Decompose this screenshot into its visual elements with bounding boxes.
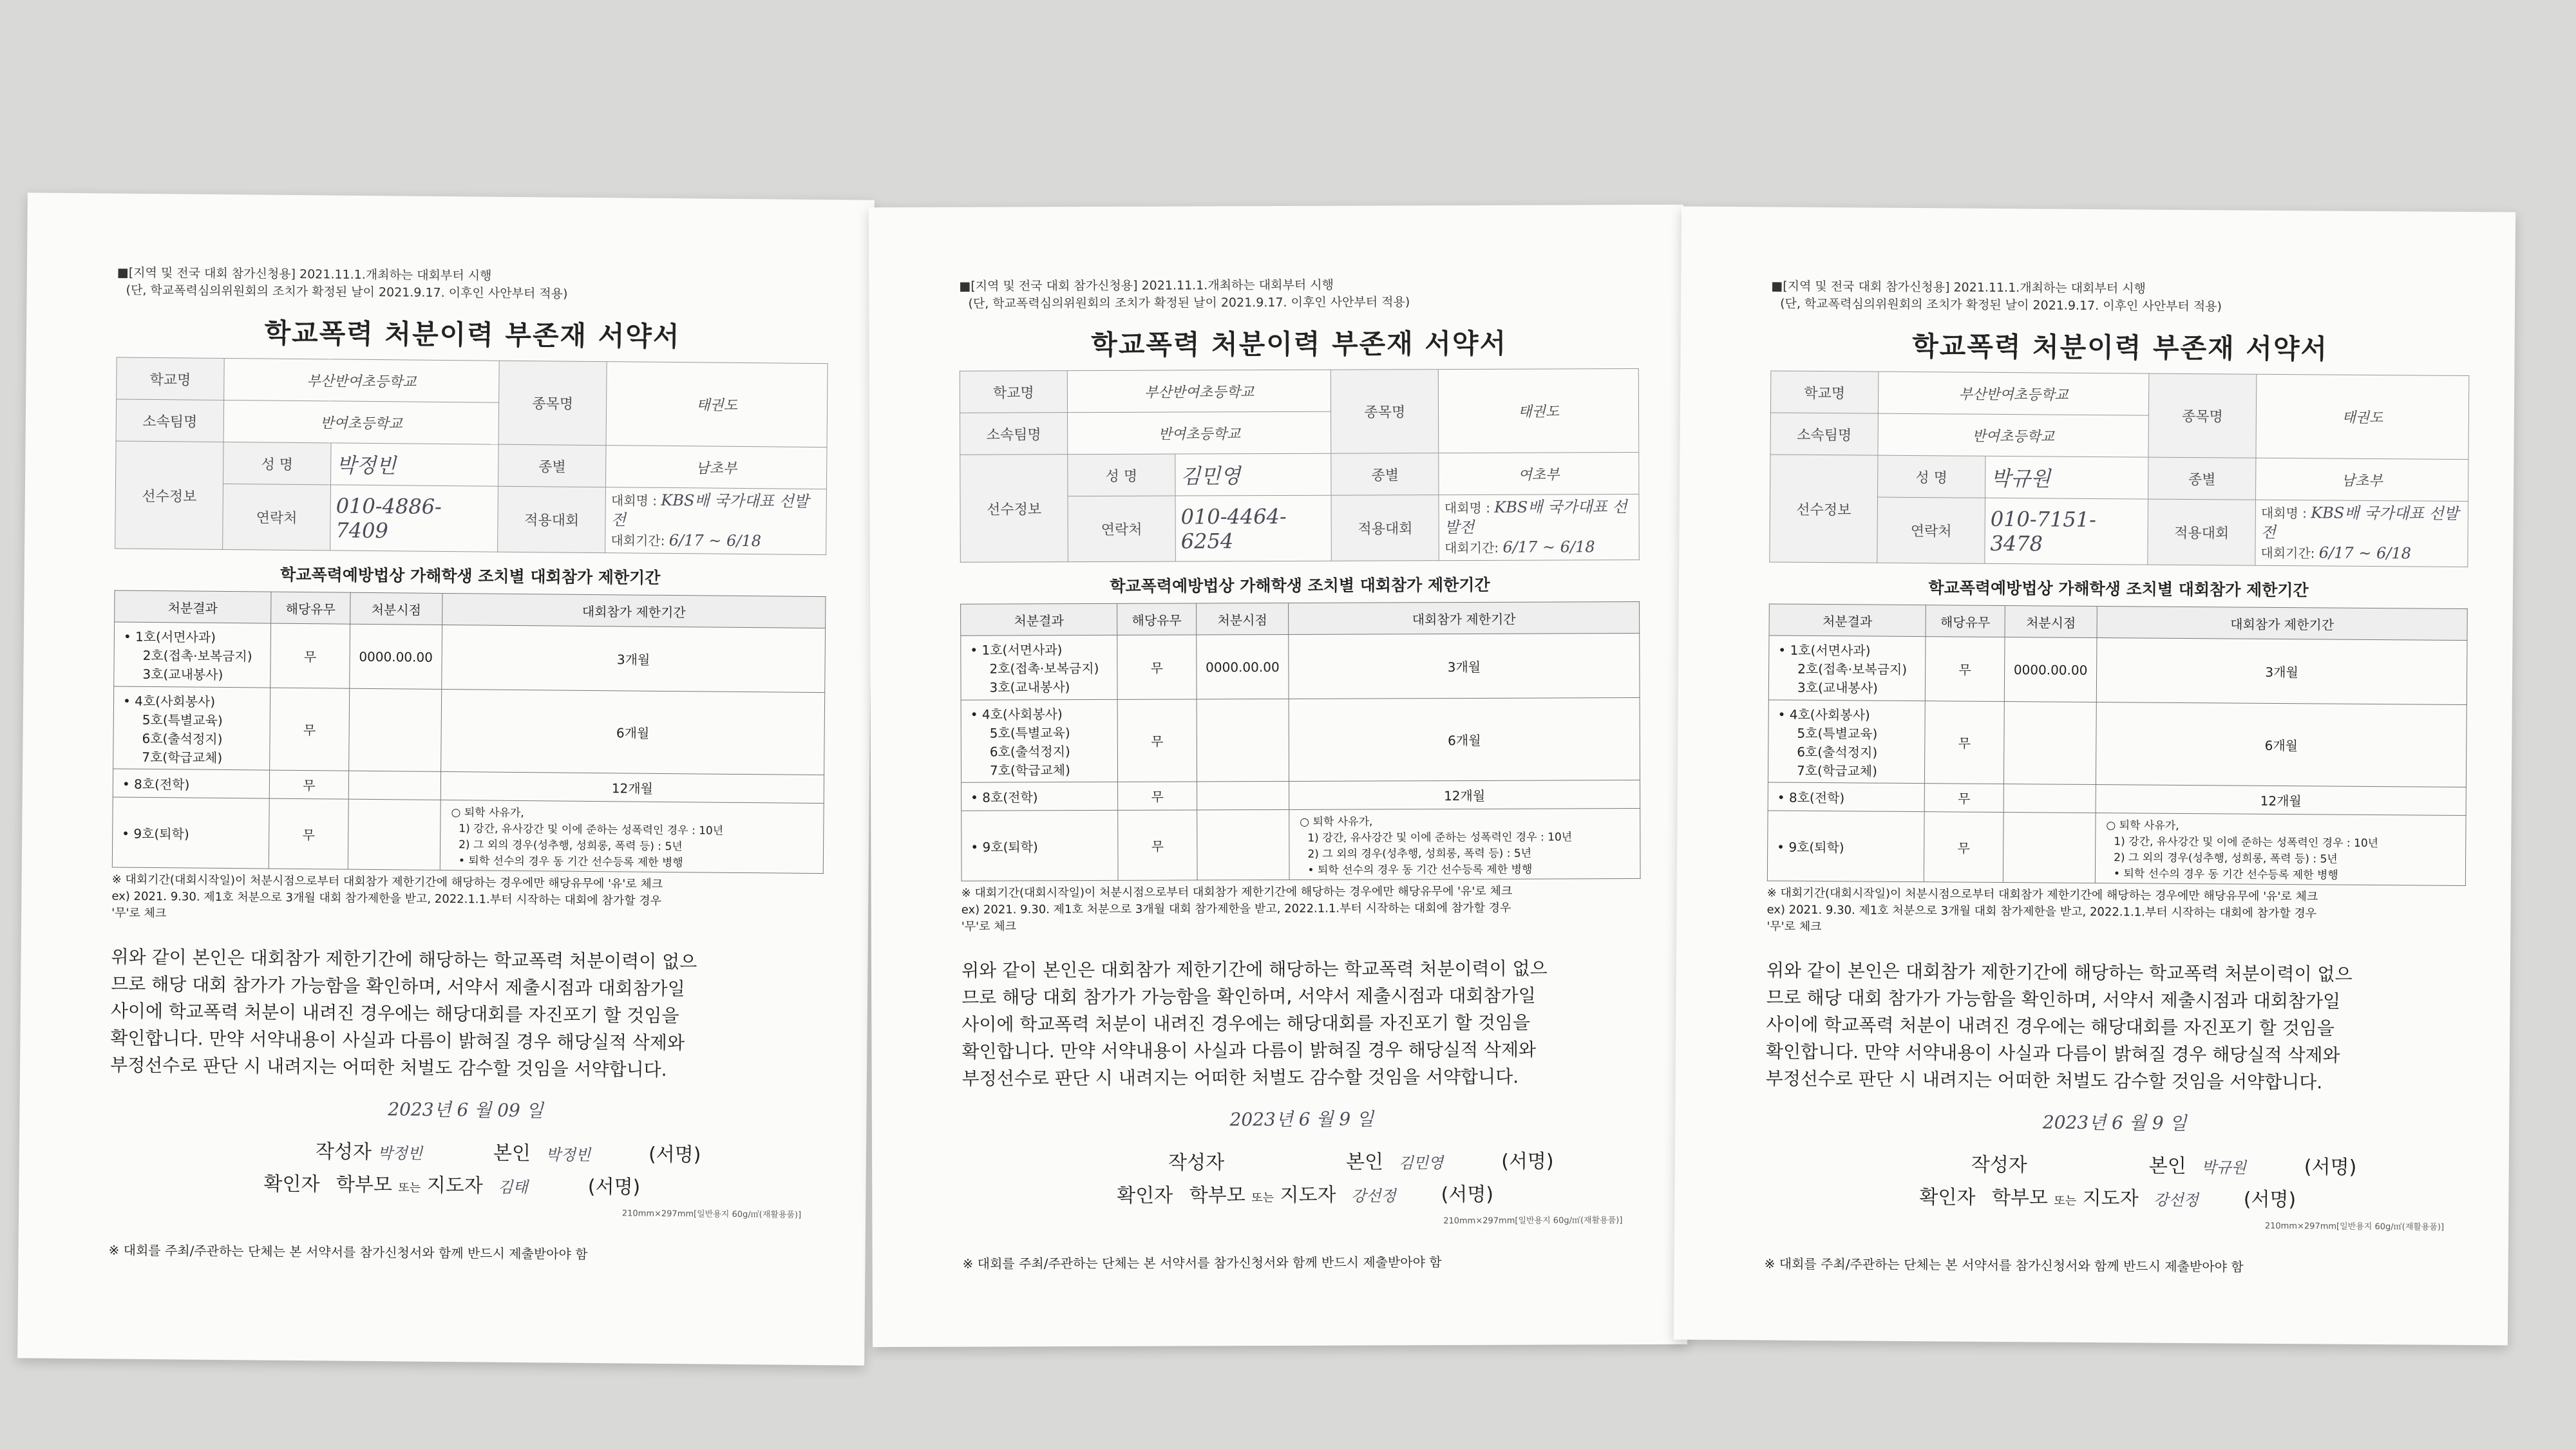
- rule-note: [961, 883, 1641, 936]
- rule-applicable: 무: [1924, 784, 2003, 813]
- rule-limit-line: 12개월: [611, 780, 654, 796]
- rule-header-cell: 처분시점: [2005, 606, 2097, 638]
- rule-result: [113, 769, 269, 798]
- rule-row: [961, 809, 1640, 881]
- rule-header-cell: 해당유무: [271, 592, 350, 624]
- rule-date: [1197, 781, 1289, 809]
- or-label: 또는: [1251, 1191, 1274, 1205]
- rule-row: [961, 634, 1640, 701]
- player-name-handwritten: 박규원: [1991, 466, 2051, 491]
- applied-comp-label: 적용대회: [498, 486, 606, 552]
- rule-result-line: • 4호(사회봉사): [970, 706, 1063, 722]
- pledge-text-line: 확인합니다. 만약 서약내용이 사실과 다름이 밝혀질 경우 해당실적 삭제와: [1765, 1040, 2340, 1066]
- rule-limit-line: 12개월: [1444, 787, 1486, 804]
- rule-result-line: • 9호(퇴학): [122, 825, 189, 842]
- event-value: 태권도: [606, 362, 828, 447]
- signature-block: [962, 1145, 1642, 1216]
- rule-result: [112, 797, 269, 869]
- pledge-date: [1765, 1106, 2464, 1137]
- player-name: [1985, 456, 2148, 499]
- event-label: 종목명: [2148, 373, 2257, 458]
- school-value: 부산반여초등학교: [224, 358, 500, 402]
- self-signature: 박정빈: [545, 1145, 591, 1164]
- pledge-document: [17, 193, 875, 1365]
- header-line: ■[지역 및 전국 대회 참가신청용] 2021.11.1.개최하는 대회부터 시행: [117, 265, 492, 283]
- rule-note: [111, 871, 824, 928]
- rule-limit-line: ○ 퇴학 사유가,: [2106, 819, 2179, 833]
- footer-note: ※ 대회를 주최/주관하는 단체는 본 서약서를 참가신청서와 함께 반드시 제출받아야 함: [962, 1254, 1442, 1272]
- rule-note-line: '무'로 체크: [111, 906, 167, 921]
- rule-note-line: ex) 2021. 9.30. 제1호 처분으로 3개월 대회 참가제한을 받고, 2022.1.1.부터 시작하는 대회에 참가할 경우: [961, 901, 1511, 917]
- parent-label: 학부모: [336, 1173, 393, 1197]
- rule-title: 학교폭력예방법상 가해학생 조치별 대회참가 제한기간: [279, 565, 661, 587]
- rule-result-line: • 8호(전학): [122, 776, 190, 793]
- rule-limit-line: 3개월: [2265, 664, 2298, 681]
- or-label: 또는: [398, 1181, 421, 1195]
- rule-row: [1768, 636, 2467, 705]
- contact-handwritten: 010-4886-7409: [336, 493, 442, 543]
- rule-result: [961, 782, 1118, 811]
- contact: [330, 485, 498, 552]
- rule-result-line: 7호(학급교체): [989, 762, 1070, 778]
- gender-value: 남초부: [606, 446, 827, 489]
- pledge-text: [1766, 957, 2465, 1097]
- rule-limit-line: 1) 강간, 유사강간 및 이에 준하는 성폭력인 경우 : 10년: [2114, 835, 2379, 851]
- rule-limit: [1289, 698, 1640, 782]
- rule-limit: [441, 689, 825, 775]
- rule-limit-line: ○ 퇴학 사유가,: [451, 806, 524, 820]
- rule-limit-line: 2) 그 외의 경우(성추행, 성희롱, 폭력 등) : 5년: [2114, 851, 2338, 866]
- paper-spec: 210mm×297mm[일반용지 60g/㎡(재활용품)]: [621, 1209, 802, 1220]
- coach-seal: (서명): [1441, 1183, 1494, 1207]
- rule-limit: [1289, 780, 1640, 810]
- player-name: [1175, 453, 1332, 496]
- rule-date: [2003, 784, 2096, 813]
- rule-row: [114, 622, 826, 693]
- rule-row: [1767, 811, 2466, 886]
- comp-period-label: 대회기간:: [2260, 545, 2315, 561]
- rule-result: [961, 699, 1117, 782]
- rule-header-cell: 해당유무: [1926, 605, 2005, 637]
- pledge-text-line: 위와 같이 본인은 대회참가 제한기간에 해당하는 학교폭력 처분이력이 없으: [1766, 959, 2353, 985]
- rule-header-cell: 처분결과: [961, 603, 1117, 636]
- pledge-text-line: 므로 해당 대회 참가가 가능함을 확인하며, 서약서 제출시점과 대회참가일: [111, 973, 685, 1000]
- event-label: 종목명: [498, 361, 607, 445]
- pledge-date: [109, 1093, 821, 1125]
- pledge-text: [110, 943, 823, 1085]
- comp-name-handwritten: KBS배 국가대표 선발전: [2260, 504, 2459, 541]
- confirm-label: 확인자: [1919, 1186, 1976, 1209]
- rule-result-line: • 8호(전학): [971, 789, 1038, 805]
- contact-label: 연락처: [1877, 497, 1985, 563]
- rule-table: [960, 601, 1640, 881]
- writer-label: 작성자: [315, 1140, 372, 1164]
- comp-name-label: 대회명 :: [1444, 500, 1490, 516]
- rule-limit-line: 2) 그 외의 경우(성추행, 성희롱, 폭력 등) : 5년: [459, 838, 683, 854]
- contact-label: 연락처: [1068, 496, 1175, 562]
- gender-label: 종별: [2148, 457, 2256, 500]
- competition-info: [2255, 500, 2468, 567]
- rule-note-line: '무'로 체크: [961, 919, 1017, 934]
- pledge-text-line: 므로 해당 대회 참가가 가능함을 확인하며, 서약서 제출시점과 대회참가일: [961, 984, 1536, 1008]
- pledge-text-line: 위와 같이 본인은 대회참가 제한기간에 해당하는 학교폭력 처분이력이 없으: [111, 946, 697, 973]
- coach-seal: (서명): [2243, 1188, 2297, 1212]
- rule-note-line: ex) 2021. 9.30. 제1호 처분으로 3개월 대회 참가제한을 받고, 2022.1.1.부터 시작하는 대회에 참가할 경우: [1766, 903, 2317, 921]
- comp-name-label: 대회명 :: [2260, 505, 2307, 522]
- gender-label: 종별: [498, 444, 607, 487]
- rule-result-line: 6호(출석정지): [142, 730, 223, 747]
- rule-note-line: ※ 대회기간(대회시작일)이 처분시점으로부터 대회참가 제한기간에 해당하는 경우에만 해당유무에 '유'로 체크: [111, 872, 663, 891]
- rule-limit-line: 6개월: [616, 725, 650, 741]
- header-line: ■[지역 및 전국 대회 참가신청용] 2021.11.1.개최하는 대회부터 시행: [1771, 279, 2146, 296]
- rule-result: [1768, 782, 1924, 812]
- rule-note: [1766, 885, 2466, 940]
- rule-limit: [440, 771, 824, 803]
- self-seal: (서명): [1501, 1150, 1554, 1173]
- rule-title: 학교폭력예방법상 가해학생 조치별 대회참가 제한기간: [1928, 578, 2309, 600]
- rule-table: [112, 590, 826, 874]
- self-label: 본인: [1346, 1151, 1384, 1174]
- player-info-table: [1769, 370, 2469, 567]
- rule-date: 0000.00.00: [2004, 637, 2097, 702]
- rule-limit: [2096, 638, 2467, 705]
- contact: [1175, 495, 1332, 561]
- name-label: 성 명: [1068, 454, 1175, 496]
- contact-label: 연락처: [223, 484, 331, 550]
- team-label: 소속팀명: [116, 399, 224, 442]
- rule-result: [1768, 700, 1925, 784]
- pledge-text-line: 위와 같이 본인은 대회참가 제한기간에 해당하는 학교폭력 처분이력이 없으: [961, 957, 1548, 981]
- signature-block: [109, 1134, 821, 1208]
- team-value: 반여초등학교: [223, 400, 499, 444]
- rule-result-line: • 9호(퇴학): [1777, 839, 1844, 855]
- rule-result-line: 6호(출석정지): [1797, 744, 1878, 760]
- gender-value: 남초부: [2256, 458, 2468, 501]
- rule-result: [113, 686, 270, 770]
- rule-date: [2003, 813, 2096, 883]
- comp-period-handwritten: 6/17 ~ 6/18: [1502, 538, 1595, 556]
- coach-label: 지도자: [2082, 1187, 2139, 1210]
- contact-handwritten: 010-7151-3478: [1990, 506, 2097, 556]
- rule-limit-line: 3개월: [1447, 659, 1481, 675]
- parent-label: 학부모: [1189, 1184, 1245, 1207]
- writer-signature: [2033, 1171, 2130, 1172]
- confirm-label: 확인자: [263, 1172, 320, 1196]
- rule-limit-line: • 퇴학 선수의 경우 동 기간 선수등록 제한 병행: [1307, 863, 1533, 877]
- rule-limit-line: 2) 그 외의 경우(성추행, 성희롱, 폭력 등) : 5년: [1307, 847, 1532, 861]
- comp-name-handwritten: KBS배 국가대표 선발전: [611, 491, 810, 529]
- rule-date: [349, 688, 442, 771]
- rule-limit: [2096, 702, 2467, 787]
- rule-applicable: 무: [270, 688, 350, 771]
- rule-date: [348, 799, 440, 870]
- parent-label: 학부모: [1991, 1186, 2048, 1210]
- gender-label: 종별: [1331, 453, 1439, 496]
- comp-name-label: 대회명 :: [611, 493, 658, 509]
- pledge-document: [869, 205, 1687, 1347]
- comp-period-handwritten: 6/17 ~ 6/18: [2318, 543, 2412, 563]
- document-title: 학교폭력 처분이력 부존재 서약서: [1912, 330, 2329, 365]
- coach-label: 지도자: [1280, 1183, 1336, 1207]
- player-info-table: [115, 357, 828, 556]
- event-value: 태권도: [1439, 369, 1639, 453]
- name-label: 성 명: [223, 442, 331, 484]
- coach-signature: 강선정: [1351, 1187, 1396, 1205]
- rule-header-cell: 대회참가 제한기간: [1289, 602, 1640, 635]
- coach-label: 지도자: [426, 1174, 483, 1198]
- rule-row: [113, 686, 825, 775]
- comp-period-label: 대회기간:: [611, 532, 665, 549]
- comp-period-handwritten: 6/17 ~ 6/18: [668, 531, 762, 551]
- rule-result-line: • 9호(퇴학): [971, 838, 1038, 855]
- rule-applicable: 무: [269, 798, 348, 869]
- rule-limit: [1289, 809, 1640, 880]
- rule-limit: [2096, 785, 2466, 816]
- rule-date: [2003, 702, 2096, 785]
- rule-result-line: • 1호(서면사과): [1778, 642, 1871, 659]
- rule-limit-line: 12개월: [2260, 793, 2302, 809]
- paper-spec: 210mm×297mm[일반용지 60g/㎡(재활용품)]: [1443, 1216, 1623, 1227]
- rule-header-cell: 처분결과: [1769, 604, 1926, 637]
- header-note: (단, 학교폭력심의위원회의 조치가 확정된 날이 2021.9.17. 이후인 사안부터 적용): [1780, 296, 2222, 314]
- rule-result-line: 3호(교내봉사): [1797, 679, 1878, 696]
- school-label: 학교명: [117, 357, 225, 400]
- team-label: 소속팀명: [1770, 413, 1878, 455]
- applied-comp-label: 적용대회: [1331, 495, 1439, 561]
- pledge-text-line: 확인합니다. 만약 서약내용이 사실과 다름이 밝혀질 경우 해당실적 삭제와: [110, 1027, 685, 1054]
- contact-handwritten: 010-4464-6254: [1180, 504, 1287, 554]
- rule-table: [1767, 603, 2468, 886]
- rule-row: [112, 797, 824, 874]
- rule-result-line: 3호(교내봉사): [989, 679, 1070, 695]
- rule-limit: [440, 800, 824, 873]
- rule-note-line: ex) 2021. 9.30. 제1호 처분으로 3개월 대회 참가제한을 받고, 2022.1.1.부터 시작하는 대회에 참가할 경우: [111, 889, 662, 908]
- header-note: (단, 학교폭력심의위원회의 조치가 확정된 날이 2021.9.17. 이후인 사안부터 적용): [968, 295, 1410, 311]
- rule-limit: [442, 625, 826, 692]
- rule-result-line: 5호(특별교육): [1797, 725, 1878, 742]
- comp-period-label: 대회기간:: [1444, 540, 1499, 556]
- rule-date: [1197, 809, 1289, 880]
- rule-limit-line: 6개월: [2264, 737, 2298, 754]
- footer-note: ※ 대회를 주최/주관하는 단체는 본 서약서를 참가신청서와 함께 반드시 제출받아야 함: [108, 1242, 588, 1262]
- rule-applicable: 무: [1118, 810, 1197, 880]
- contact: [1985, 498, 2148, 565]
- rule-result: [1768, 636, 1926, 701]
- rule-header-row: [961, 602, 1640, 636]
- rule-result: [961, 635, 1117, 700]
- player-info-label: 선수정보: [1770, 455, 1878, 563]
- rule-result: [114, 622, 271, 688]
- pledge-text-line: 부정선수로 판단 시 내려지는 어떠한 처벌도 감수할 것임을 서약합니다.: [961, 1066, 1519, 1089]
- player-name: [330, 443, 498, 486]
- applied-comp-label: 적용대회: [2148, 499, 2256, 565]
- rule-result-line: 7호(학급교체): [1796, 762, 1878, 779]
- pledge-text-line: 확인합니다. 만약 서약내용이 사실과 다름이 밝혀질 경우 해당실적 삭제와: [961, 1039, 1537, 1062]
- rule-header-cell: 대회참가 제한기간: [442, 593, 826, 628]
- rule-result-line: 6호(출석정지): [989, 743, 1070, 760]
- rule-limit: [1289, 634, 1640, 699]
- pledge-text-line: 므로 해당 대회 참가가 가능함을 확인하며, 서약서 제출시점과 대회참가일: [1766, 986, 2341, 1012]
- competition-info: [605, 487, 827, 555]
- player-name-handwritten: 박정빈: [336, 453, 397, 478]
- rule-result-line: • 4호(사회봉사): [1777, 706, 1870, 723]
- paper-spec: 210mm×297mm[일반용지 60g/㎡(재활용품)]: [2264, 1221, 2445, 1232]
- rule-header-cell: 처분시점: [350, 592, 442, 625]
- rule-result-line: 5호(특별교육): [989, 724, 1070, 741]
- school-value: 부산반여초등학교: [1878, 372, 2148, 415]
- rule-result: [1767, 811, 1924, 882]
- pledge-date: [962, 1104, 1642, 1133]
- player-info-table: [960, 368, 1640, 563]
- document-title: 학교폭력 처분이력 부존재 서약서: [264, 317, 681, 353]
- team-value: 반여초등학교: [1878, 413, 2148, 457]
- comp-name-handwritten: KBS배 국가대표 선발전: [1444, 498, 1627, 537]
- rule-row: [1768, 782, 2466, 816]
- rule-result-line: • 1호(서면사과): [970, 642, 1063, 658]
- rule-applicable: 무: [1117, 635, 1197, 699]
- document-title: 학교폭력 처분이력 부존재 서약서: [1091, 327, 1508, 361]
- rule-row: [1768, 700, 2467, 787]
- self-label: 본인: [493, 1142, 531, 1165]
- pledge-text: [961, 955, 1642, 1093]
- self-seal: (서명): [648, 1143, 701, 1167]
- rule-result-line: 2호(접촉·보복금지): [1797, 661, 1908, 677]
- rule-title: 학교폭력예방법상 가해학생 조치별 대회참가 제한기간: [1110, 575, 1490, 596]
- rule-header-cell: 처분결과: [115, 590, 271, 623]
- rule-row: [961, 698, 1640, 783]
- writer-label: 작성자: [1971, 1153, 2027, 1177]
- rule-limit-line: 3개월: [616, 652, 650, 668]
- rule-note-line: ※ 대회기간(대회시작일)이 처분시점으로부터 대회참가 제한기간에 해당하는 경우에만 해당유무에 '유'로 체크: [961, 884, 1513, 900]
- rule-note-line: '무'로 체크: [1766, 919, 1822, 934]
- pledge-text-line: 사이에 학교폭력 처분이 내려진 경우에는 해당대회를 자진포기 할 것임을: [961, 1012, 1531, 1035]
- rule-applicable: 무: [1118, 782, 1197, 810]
- school-label: 학교명: [1770, 371, 1878, 413]
- rule-result-line: • 8호(전학): [1777, 789, 1845, 806]
- rule-date: 0000.00.00: [350, 624, 442, 689]
- rule-limit-line: 1) 강간, 유사강간 및 이에 준하는 성폭력인 경우 : 10년: [1307, 831, 1573, 845]
- gender-value: 여초부: [1439, 453, 1639, 495]
- rule-header-cell: 처분시점: [1197, 603, 1289, 634]
- date-handwritten: 2023년 6 월 09 일: [388, 1098, 544, 1122]
- rule-result-line: 2호(접촉·보복금지): [142, 647, 252, 664]
- rule-result-line: 3호(교내봉사): [142, 666, 223, 683]
- rule-applicable: 무: [1924, 812, 2003, 883]
- rule-row: [961, 780, 1640, 811]
- coach-seal: (서명): [587, 1175, 641, 1199]
- writer-label: 작성자: [1168, 1151, 1225, 1174]
- rule-applicable: 무: [1925, 637, 2005, 702]
- school-value: 부산반여초등학교: [1067, 370, 1331, 412]
- team-value: 반여초등학교: [1068, 411, 1332, 454]
- rule-result-line: • 1호(서면사과): [123, 628, 216, 645]
- rule-result-line: 5호(특별교육): [142, 711, 223, 728]
- pledge-text-line: 부정선수로 판단 시 내려지는 어떠한 처벌도 감수할 것임을 서약합니다.: [1765, 1068, 2323, 1093]
- rule-result-line: • 4호(사회봉사): [122, 693, 216, 710]
- rule-note-line: ※ 대회기간(대회시작일)이 처분시점으로부터 대회참가 제한기간에 해당하는 경우에만 해당유무에 '유'로 체크: [1766, 886, 2318, 904]
- name-label: 성 명: [1878, 455, 1985, 498]
- coach-signature: 강선정: [2154, 1191, 2199, 1210]
- self-signature: 김민영: [1398, 1154, 1444, 1172]
- self-label: 본인: [2148, 1154, 2186, 1178]
- pledge-document: [1674, 207, 2515, 1346]
- self-signature: 박규원: [2201, 1158, 2246, 1177]
- header-line: ■[지역 및 전국 대회 참가신청용] 2021.11.1.개최하는 대회부터 시행: [959, 278, 1334, 294]
- rule-date: 0000.00.00: [1197, 634, 1289, 699]
- player-info-label: 선수정보: [960, 455, 1068, 563]
- rule-applicable: 무: [270, 623, 350, 688]
- date-handwritten: 2023년 6 월 9 일: [1229, 1108, 1374, 1131]
- rule-limit-line: 1) 강간, 유사강간 및 이에 준하는 성폭력인 경우 : 10년: [459, 822, 724, 838]
- coach-signature: 김태: [498, 1178, 528, 1197]
- signature-block: [1765, 1147, 2464, 1220]
- self-seal: (서명): [2304, 1156, 2357, 1179]
- rule-limit-line: ○ 퇴학 사유가,: [1300, 815, 1373, 829]
- rule-header-row: [1769, 604, 2467, 641]
- rule-limit: [2095, 813, 2466, 886]
- rule-applicable: 무: [1117, 699, 1197, 782]
- rule-date: [348, 771, 440, 800]
- rule-limit-line: • 퇴학 선수의 경우 동 기간 선수등록 제한 병행: [458, 854, 683, 870]
- rule-result-line: 2호(접촉·보복금지): [989, 660, 1099, 677]
- rule-header-cell: 대회참가 제한기간: [2097, 607, 2467, 641]
- rule-applicable: 무: [269, 770, 348, 799]
- rule-date: [1197, 699, 1289, 781]
- player-info-label: 선수정보: [115, 441, 223, 549]
- event-value: 태권도: [2256, 374, 2469, 459]
- pledge-text-line: 사이에 학교폭력 처분이 내려진 경우에는 해당대회를 자진포기 할 것임을: [1766, 1013, 2335, 1039]
- or-label: 또는: [2054, 1194, 2077, 1208]
- competition-info: [1439, 494, 1639, 561]
- pledge-text-line: 사이에 학교폭력 처분이 내려진 경우에는 해당대회를 자진포기 할 것임을: [110, 1000, 679, 1027]
- confirm-label: 확인자: [1117, 1184, 1173, 1207]
- rule-limit-line: • 퇴학 선수의 경우 동 기간 선수등록 제한 병행: [2113, 867, 2338, 882]
- rule-result: [961, 810, 1118, 881]
- rule-header-cell: 해당유무: [1117, 603, 1197, 635]
- rule-limit-line: 6개월: [1448, 732, 1481, 749]
- header-note: (단, 학교폭력심의위원회의 조치가 확정된 날이 2021.9.17. 이후인 사안부터 적용): [126, 283, 568, 301]
- school-label: 학교명: [960, 371, 1067, 413]
- pledge-text-line: 부정선수로 판단 시 내려지는 어떠한 처벌도 감수할 것임을 서약합니다.: [109, 1054, 667, 1081]
- writer-signature: 박정빈: [377, 1144, 423, 1163]
- player-name-handwritten: 김민영: [1180, 464, 1241, 489]
- rule-result-line: 7호(학급교체): [142, 749, 223, 766]
- footer-note: ※ 대회를 주최/주관하는 단체는 본 서약서를 참가신청서와 함께 반드시 제출받아야 함: [1764, 1256, 2244, 1275]
- date-handwritten: 2023년 6 월 9 일: [2042, 1111, 2187, 1135]
- team-label: 소속팀명: [960, 413, 1068, 455]
- event-label: 종목명: [1331, 370, 1439, 454]
- rule-applicable: 무: [1924, 701, 2004, 784]
